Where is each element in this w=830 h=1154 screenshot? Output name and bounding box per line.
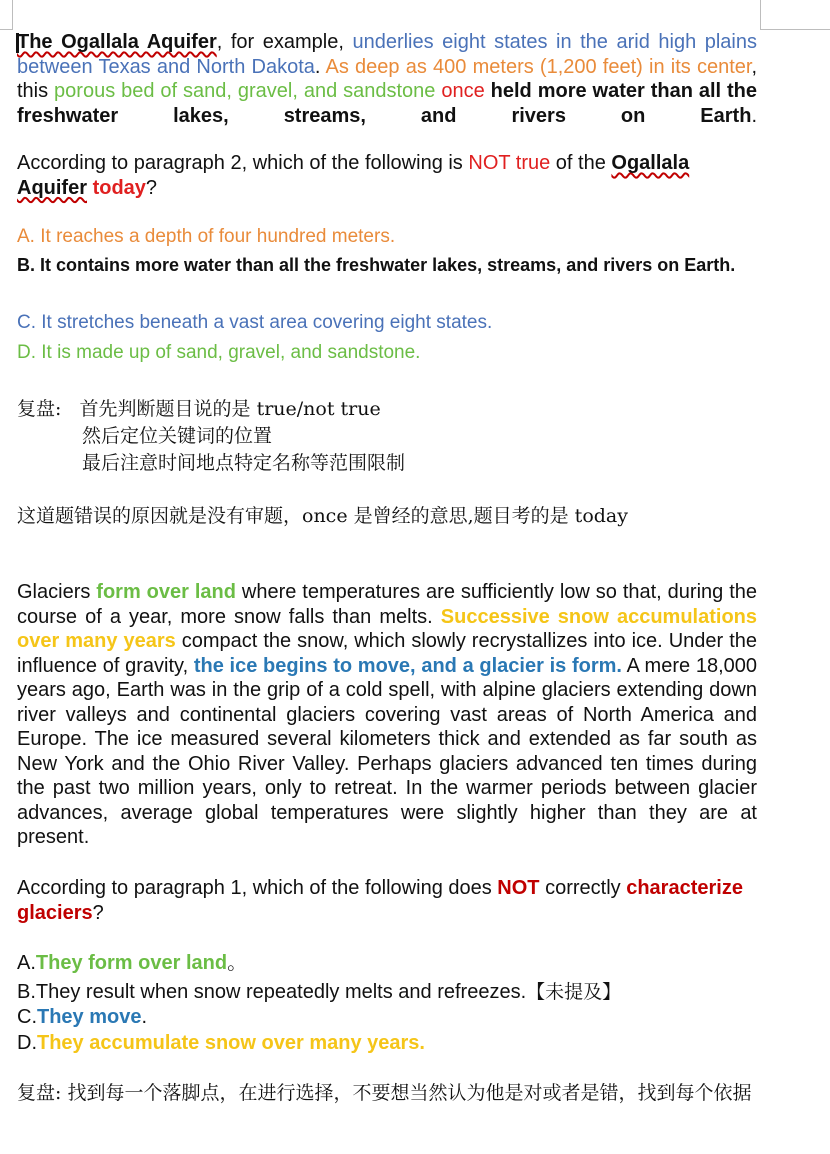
- q1-highlight-eight-states: underlies eight states in the arid high plains between Texas and North Dakota: [17, 31, 757, 78]
- q2-option-b: B.They result when snow repeatedly melts and refreezes.【未提及】: [17, 981, 622, 1003]
- q1-question-aquifer: Ogallala Aquifer: [17, 152, 690, 199]
- q2-question: According to paragraph 1, which of the following does NOT correctly characterize glaciers?: [17, 877, 743, 924]
- q2-option-c: C.They move.: [17, 1006, 148, 1028]
- q2-highlight-form-over-land: form over land: [96, 581, 236, 603]
- q1-option-d: D. It is made up of sand, gravel, and sandstone.: [17, 342, 421, 363]
- q1-question: According to paragraph 2, which of the following is NOT true of the Ogallala Aquifer today?: [17, 152, 690, 199]
- crop-mark-right: [760, 0, 761, 30]
- crop-mark-top: [0, 29, 12, 30]
- q1-today: today: [92, 176, 146, 199]
- q2-not: NOT: [497, 877, 540, 899]
- q2-passage: Glaciers form over land where temperatures are sufficiently low so that, during the course of a year, more snow falls than melts. Successive snow accumulations over many years compact the snow, which slowly recrystallizes into ice. Under the influence of gravity, the ice begins to move, and a glacier is form. A mere 18,000 years ago, Earth was in the grip of a cold spell, with alpine glaciers extending down river valleys and continental glaciers covering vast areas of North America and Europe. The ice measured several kilometers thick and extended as far south as New York and the Ohio River Valley. Perhaps glaciers advanced ten times during the past two million years, only to retreat. In the warmer periods between glacier advances, average global temperatures were slightly higher than they are at present.: [17, 581, 757, 848]
- q2-review: 复盘: 找到每一个落脚点，在进行选择，不要想当然认为他是对或者是错，找到每个依据: [17, 1082, 752, 1104]
- q1-option-b: B. It contains more water than all the freshwater lakes, streams, and rivers on Earth.: [17, 255, 736, 275]
- q1-option-c: C. It stretches beneath a vast area covering eight states.: [17, 312, 493, 333]
- q1-option-a: A. It reaches a depth of four hundred meters.: [17, 226, 396, 247]
- q1-error-note: 这道题错误的原因就是没有审题，once 是曾经的意思,题目考的是 today: [17, 505, 628, 527]
- q2-characterize-glaciers: characterize glaciers: [17, 877, 743, 924]
- q1-aquifer-name: The Ogallala Aquifer: [17, 31, 217, 53]
- q1-not-true: NOT true: [468, 152, 551, 174]
- q2-highlight-ice-moves: the ice begins to move, and a glacier is form.: [193, 654, 622, 677]
- q1-highlight-material: porous bed of sand, gravel, and sandstone: [54, 80, 436, 102]
- q1-highlight-water: held more water than all the freshwater lakes, streams, and rivers on Earth: [17, 80, 757, 127]
- crop-mark-left: [0, 0, 13, 30]
- q1-review-label: 复盘:: [17, 398, 62, 420]
- q2-option-b-note: 【未提及】: [526, 981, 622, 1003]
- q2-option-a: A.They form over land。: [17, 952, 248, 974]
- q1-passage: The Ogallala Aquifer, for example, underlies eight states in the arid high plains between Texas and North Dakota. As deep as 400 meters (1,200 feet) in its center, this porous bed of sand, gravel, and sandstone once held more water than all the freshwater lakes, streams, and rivers on Earth.: [17, 31, 757, 127]
- crop-mark-right-h: [760, 29, 830, 30]
- q2-highlight-accumulations: Successive snow accumulations over many years: [17, 605, 757, 652]
- q1-review: 复盘: 首先判断题目说的是 true/not true 然后定位关键词的位置 最后注意时间地点特定名称等范围限制: [17, 398, 406, 474]
- q1-highlight-depth: As deep as 400 meters (1,200 feet) in its center: [325, 55, 752, 78]
- q2-option-d: D.They accumulate snow over many years.: [17, 1032, 425, 1054]
- q1-highlight-once: once: [441, 80, 485, 102]
